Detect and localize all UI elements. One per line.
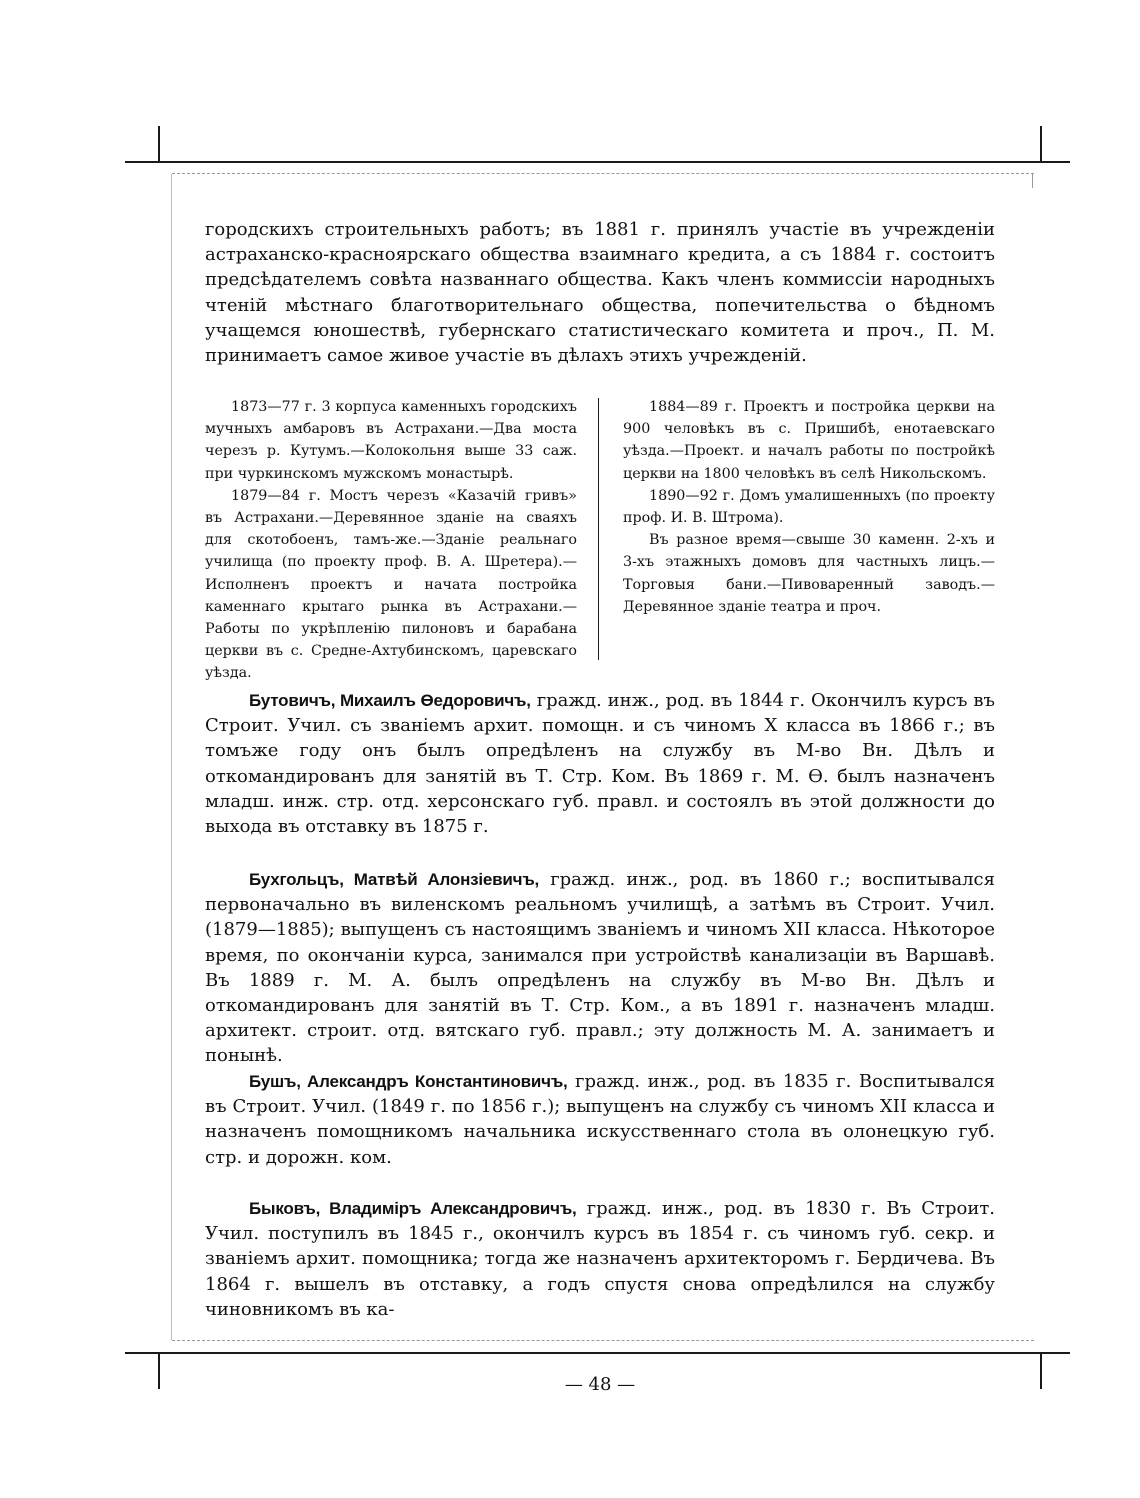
entry-butovich <box>205 688 995 839</box>
works-right-item: 1890—92 г. Домъ умалишенныхъ (по проекту проф. И. В. Штрома). <box>623 487 995 527</box>
entry-text: гражд. инж., род. въ 1844 г. Окончилъ курсъ въ Строит. Учил. съ званіемъ архит. помощн. и съ чиномъ X класса въ 1866 г.; въ томъже году онъ былъ опредѣленъ на службу въ М-во Вн. Дѣлъ и откомандированъ для занятій въ Т. Стр. Ком. Въ 1869 г. М. Ө. былъ назначенъ младш. инж. стр. отд. херсонскаго губ. правл. и состоялъ въ этой должности до выхода въ отставку въ 1875 г. <box>205 690 995 838</box>
entry-name: Бутовичъ, Михаилъ Өедоровичъ, <box>249 691 531 710</box>
entry-buchholz <box>205 867 995 1069</box>
works-left-item: 1873—77 г. 3 корпуса каменныхъ городскихъ мучныхъ амбаровъ въ Астрахани.—Два моста черезъ р. Кутумъ.—Колокольня выше 33 саж. при чуркинскомъ мужскомъ монастырѣ. <box>205 399 577 482</box>
entry-text: гражд. инж., род. въ 1860 г.; воспитывался первоначально въ виленскомъ реальномъ училищѣ, а затѣмъ въ Строит. Учил. (1879—1885); выпущенъ съ настоящимъ званіемъ и чиномъ XII класса. Нѣкоторое время, по окончаніи курса, занимался при устройствѣ канализаціи въ Варшавѣ. Въ 1889 г. М. А. былъ опредѣленъ на службу въ М-во Вн. Дѣлъ и откомандированъ для занятій въ Т. Стр. Ком., а въ 1891 г. назначенъ младш. архитект. строит. отд. вятскаго губ. правл.; эту должность М. А. занимаетъ и понынѣ. <box>205 869 995 1067</box>
works-right-item: Въ разное время—свыше 30 каменн. 2-хъ и 3-хъ этажныхъ домовъ для частныхъ лицъ.—Торговыя бани.—Пивоваренный заводъ.—Деревянное зданіе театра и проч. <box>623 532 995 615</box>
bottom-rule <box>125 1352 1070 1354</box>
works-right-column <box>623 396 995 618</box>
left-bottom-tick <box>158 1353 160 1389</box>
right-bottom-tick <box>1040 1353 1042 1389</box>
left-top-tick <box>158 126 160 162</box>
right-top-tick <box>1040 126 1042 162</box>
page-number: — 48 — <box>564 1374 636 1395</box>
entry-name: Бушъ, Александръ Константиновичъ, <box>249 1072 568 1091</box>
entry-bykov <box>205 1196 995 1322</box>
top-rule <box>125 161 1070 163</box>
bottom-dashed-line <box>172 1340 1034 1341</box>
entry-bush <box>205 1069 995 1170</box>
right-margin-line <box>1032 174 1033 188</box>
top-dashed-line <box>172 173 1034 174</box>
column-divider <box>598 398 599 660</box>
works-right-item: 1884—89 г. Проектъ и постройка церкви на 900 человѣкъ въ с. Пришибѣ, енотаевскаго уѣзда.—Проект. и началъ работы по постройкѣ церкви на 1800 человѣкъ въ селѣ Никольскомъ. <box>623 399 995 482</box>
entry-name: Быковъ, Владиміръ Александровичъ, <box>249 1199 577 1218</box>
entry-text: гражд. инж., род. въ 1835 г. Воспитывался въ Строит. Учил. (1849 г. по 1856 г.); выпущенъ на службу съ чиномъ XII класса и назначенъ помощникомъ начальника искусственнаго стола въ олонецкую губ. стр. и дорожн. ком. <box>205 1071 995 1168</box>
intro-paragraph: городскихъ строительныхъ работъ; въ 1881 г. принялъ участіе въ учрежденіи астраханско-красноярскаго общества взаимнаго кредита, а съ 1884 г. состоитъ предсѣдателемъ совѣта названнаго общества. Какъ членъ коммиссіи народныхъ чтеній мѣстнаго благотворительнаго общества, попечительства о бѣдномъ учащемся юношествѣ, губернскаго статистическаго комитета и проч., П. М. принимаетъ самое живое участіе въ дѣлахъ этихъ учрежденій. <box>205 219 995 367</box>
left-margin-line <box>171 174 172 1340</box>
works-left-item: 1879—84 г. Мостъ черезъ «Казачій гривъ» въ Астрахани.—Деревянное зданіе на сваяхъ для скотобоенъ, тамъ-же.—Зданіе реальнаго училища (по проекту проф. В. А. Шретера).—Исполненъ проектъ и начата постройка каменнаго крытаго рынка въ Астрахани.—Работы по укрѣпленію пилоновъ и барабана церкви въ с. Средне-Ахтубинскомъ, царевскаго уѣзда. <box>205 487 577 682</box>
works-left-column <box>205 396 577 685</box>
entry-text: гражд. инж., род. въ 1830 г. Въ Строит. Учил. поступилъ въ 1845 г., окончилъ курсъ въ 1854 г. съ чиномъ губ. секр. и званіемъ архит. помощника; тогда же назначенъ архитекторомъ г. Бердичева. Въ 1864 г. вышелъ въ отставку, а годъ спустя снова опредѣлился на службу чиновникомъ въ ка- <box>205 1198 995 1320</box>
entry-name: Бухгольцъ, Матвѣй Алонзіевичъ, <box>249 870 540 889</box>
